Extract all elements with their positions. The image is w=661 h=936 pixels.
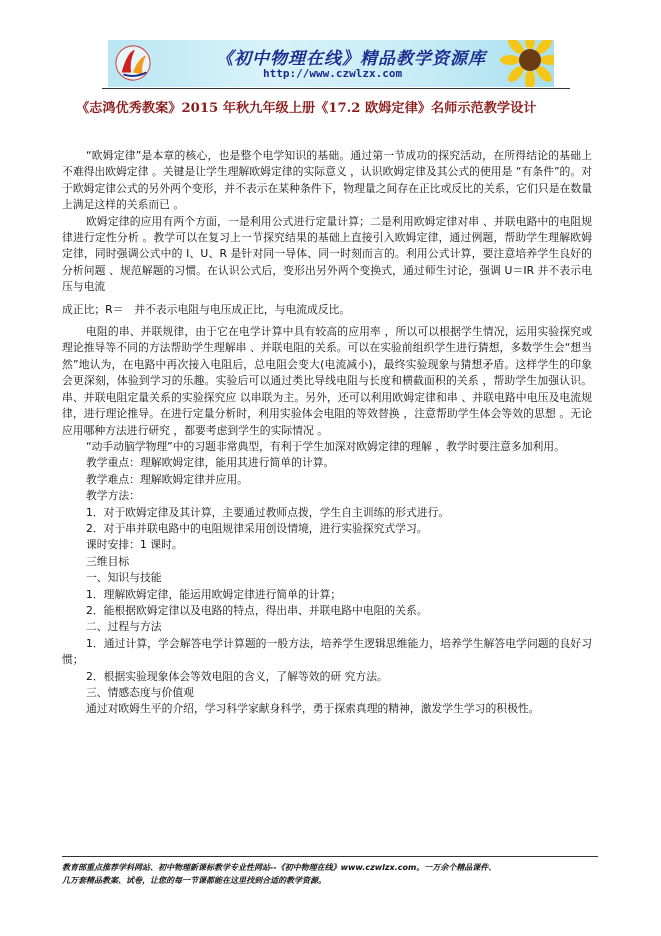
header-rule	[102, 88, 570, 89]
body-paragraph: 成正比；R＝ 并不表示电阻与电压成正比，与电流成反比。	[62, 302, 351, 316]
body-paragraph: 课时安排：1 课时。	[86, 538, 183, 552]
body-paragraph: 一、知识与技能	[86, 571, 162, 585]
body-paragraph: 1．对于欧姆定律及其计算，主要通过教师点拨，学生自主训练的形式进行。	[86, 505, 450, 519]
body-paragraph: “欧姆定律”是本章的核心，也是整个电学知识的基础。通过第一节成功的探究活动，在所得结论的基础上不难得出欧姆定律 。关键是让学生理解欧姆定律的实际意义 ，认识欧姆定律及其公式的使用是 “有条件”的。对于欧姆定律公式的另外两个变形，并不表示在某种条件下，物理量之间存在正比或反比的关系，它们只是在数量上满足这样的关系而已 。	[62, 149, 592, 212]
sunflower-icon	[500, 40, 554, 87]
site-logo-icon	[114, 44, 152, 82]
footer-line-2: 几万套精品教案、试卷，让您的每一节课都能在这里找到合适的教学资源。	[62, 876, 326, 885]
banner-title: 《初中物理在线》精品教学资源库	[216, 49, 486, 69]
body-paragraph: 二、过程与方法	[86, 620, 162, 634]
banner-url[interactable]: http://www.czwlzx.com	[263, 67, 403, 80]
body-paragraph: 三维目标	[86, 554, 130, 568]
body-paragraph: 欧姆定律的应用有两个方面，一是利用公式进行定量计算；二是利用欧姆定律对串 、并联电路中的电阻规律进行定性分析 。教学可以在复习上一节探究结果的基础上直接引入欧姆定律，通过例题，帮助学生理解欧姆定律，同时强调公式中的 I、U、R 是针对同一导体、同一时刻而言的。利用公式计算，要注意培养学生良好的分析问题 、规范解题的习惯。在认识公式后，变形出另外两个变换式，通过师生讨论，强调 U＝IR 并不表示电压与电流	[62, 214, 592, 294]
body-paragraph: 通过对欧姆生平的介绍，学习科学家献身科学，勇于探索真理的精神，激发学生学习的积极性。	[86, 702, 540, 716]
body-paragraph: 教学重点：理解欧姆定律，能用其进行简单的计算。	[86, 456, 335, 470]
body-paragraph: 2．对于串并联电路中的电阻规律采用创设情境，进行实验探究式学习。	[86, 521, 428, 535]
body-paragraph: “动手动脑学物理”中的习题非常典型，有利于学生加深对欧姆定律的理解 ，教学时要注意多加利用。	[86, 439, 565, 453]
body-paragraph: 1．理解欧姆定律，能运用欧姆定律进行简单的计算；	[86, 587, 342, 601]
page-footer	[62, 861, 602, 887]
body-paragraph: 三、情感态度与价值观	[86, 686, 194, 699]
body-paragraph: 电阻的串、并联规律，由于它在电学计算中具有较高的应用率 ，所以可以根据学生情况，运用实验探究或理论推导等不同的方法帮助学生理解串 、并联电阻的关系。可以在实验前组织学生进行猜想，多数学生会“想当然”地认为，在电路中再次接入电阻后，总电阻会变大(电流减小)，最终实验现象与猜想矛盾。这样学生的印象会更深刻，体验到学习的乐趣。实验后可以通过类比导线电阻与长度和横截面积的关系 ，帮助学生加强认识。串、并联电阻定量关系的实验探究应 以串联为主。另外，还可以利用欧姆定律和串 、并联电路中电压及电流规律，进行理论推导。在进行定量分析时，利用实验体会电阻的等效替换 ，注意帮助学生体会等效的思想 。无论应用哪种方法进行研究 ，都要考虑到学生的实际情况 。	[62, 325, 592, 437]
document-body	[62, 148, 592, 718]
document-title: 《志鸿优秀教案》2015 年秋九年级上册《17.2 欧姆定律》名师示范教学设计	[76, 101, 537, 116]
footer-rule	[62, 856, 598, 857]
body-paragraph: 1．通过计算，学会解答电学计算题的一般方法，培养学生逻辑思维能力，培养学生解答电学问题的良好习惯；	[62, 636, 592, 667]
body-paragraph: 教学难点：理解欧姆定律并应用。	[86, 472, 248, 486]
body-paragraph: 2．根据实验现象体会等效电阻的含义，了解等效的研 究方法。	[86, 669, 388, 683]
body-paragraph: 2．能根据欧姆定律以及电路的特点，得出串、并联电路中电阻的关系。	[86, 603, 428, 617]
header-banner	[108, 40, 554, 87]
body-paragraph: 教学方法：	[86, 489, 140, 503]
footer-line-1: 教育部重点推荐学科网站、初中物理新课标教学专业性网站--《初中物理在线》www.czwlzx.com。一万余个精品课件、	[62, 863, 497, 872]
